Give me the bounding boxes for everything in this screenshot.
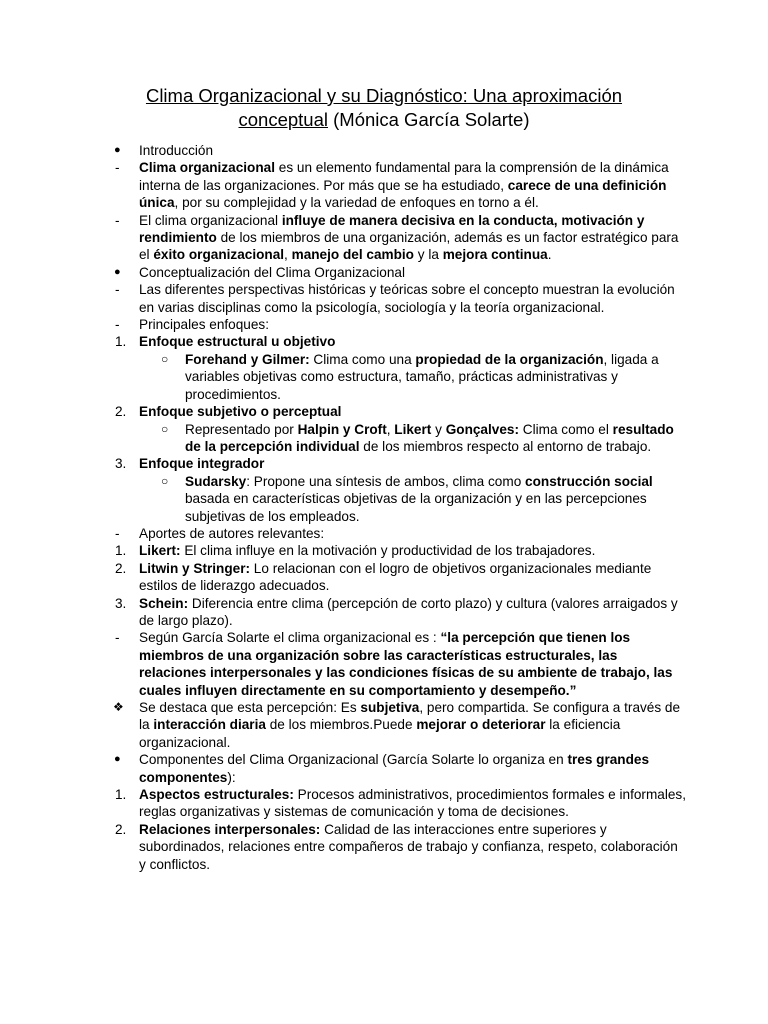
bold-text: Clima organizacional [139,160,275,176]
list-marker: ❖ [113,700,124,714]
list-marker: 3. [115,595,127,611]
list-item-enf1 [0,333,768,350]
text: Introducción [139,143,214,158]
list-item-comp1 [0,786,768,821]
text: , pero compartida. Se configura a través de la [139,700,681,733]
bold-text: subjetiva [360,700,420,715]
list-marker: - [115,282,120,298]
text: Se destaca que esta percepción: Es [139,700,361,715]
list-item-destaca [0,699,768,751]
text: Según García Solarte el clima organizacional es : [139,630,441,646]
bold-text: influye de manera decisiva en la conducta, motivación y rendimiento [139,212,645,246]
list-marker: 1. [115,787,127,803]
text: y la [414,247,443,263]
bold-text: éxito organizacional [153,247,285,263]
text: Principales enfoques: [139,317,269,333]
text: ): [227,769,236,785]
bold-text: mejorar o deteriorar [416,717,546,733]
bold-text: mejora continua [442,247,548,263]
text: El clima influye en la motivación y productividad de los trabajadores. [180,543,596,559]
text: Calidad de las interacciones entre superiores y subordinados, relaciones entre compañeros de trabajo y confianza, respeto, colaboración y conflictos. [139,821,678,872]
text: de los miembros de una organización, además es un factor estratégico para el [139,230,679,263]
bold-text: Gonçalves: [445,421,519,437]
list-marker: 2. [115,404,127,420]
bold-text: Litwin y Stringer: [139,560,251,576]
list-marker: ○ [161,473,169,488]
list-marker: - [115,160,120,176]
list-marker: ● [114,265,121,278]
text: de los miembros respecto al entorno de trabajo. [359,438,652,454]
bold-text: construcción social [525,473,653,489]
list-item-ap3 [0,595,768,630]
list-marker: 2. [115,560,127,576]
list-marker: 2. [115,821,127,837]
text: . [547,247,552,263]
text: Procesos administrativos, procedimientos formales e informales, reglas organizativas y sistemas de comunicación y toma de decisiones. [139,787,686,820]
list-marker: 1. [115,543,127,559]
text: Clima como una [309,351,416,367]
bold-text: manejo del cambio [291,247,414,263]
list-item-ap2 [0,560,768,595]
list-item-perspectivas [0,281,768,316]
bold-text: Forehand y Gilmer: [185,351,310,367]
bold-text: Enfoque subjetivo o perceptual [139,404,342,420]
list-marker: - [115,317,120,333]
text: basada en características objetivas de la organización y en las percepciones subjetivas de los empleados. [185,491,647,524]
list-marker: ○ [161,421,169,436]
list-marker: 1. [115,334,127,350]
text: Clima como el [518,421,613,437]
list-item-intro [0,142,768,159]
list-item-enf3 [0,455,768,472]
outline-list [0,142,768,873]
list-item-def [0,159,768,211]
bold-text: propiedad de la organización [415,351,604,367]
list-marker: 3. [115,456,127,472]
text: y [431,421,446,437]
bold-text: Schein: [139,595,189,611]
bold-text: Likert [394,421,432,437]
bold-text: Likert: [139,543,181,559]
list-marker: ● [114,144,121,156]
list-item-componentes [0,751,768,786]
text: , por su complejidad y la variedad de enfoques en torno a él. [174,195,539,211]
text: , [386,421,395,437]
bold-text: interacción diaria [153,717,266,733]
text: la eficiencia organizacional. [139,717,621,750]
title-author: (Mónica García Solarte) [327,109,530,130]
list-item-aportes [0,525,768,542]
list-marker: ○ [161,351,169,366]
bold-text: Halpin y Croft [297,421,387,437]
list-item-ap1 [0,542,768,559]
list-item-comp2 [0,821,768,873]
text: , ligada a variables objetivas como estructura, tamaño, prácticas administrativas y procedimientos. [185,351,659,402]
text: El clima organizacional [139,212,282,228]
list-item-segun [0,629,768,699]
list-item-enf3a [0,473,768,525]
list-item-influye [0,212,768,264]
list-item-principales [0,316,768,333]
list-marker: - [115,525,120,541]
list-item-enf2 [0,403,768,420]
list-marker: - [115,212,120,228]
text: es un elemento fundamental para la comprensión de la dinámica interna de las organizaciones. Por más que se ha estudiado, [139,160,669,193]
text: Representado por [185,421,298,437]
bold-text: Relaciones interpersonales: [139,821,321,837]
bold-text: Enfoque estructural u objetivo [139,334,336,350]
text: Aportes de autores relevantes: [139,525,325,541]
list-item-enf2a [0,421,768,456]
text: Lo relacionan con el logro de objetivos organizacionales mediante estilos de liderazgo adecuados. [139,560,652,594]
text: Las diferentes perspectivas históricas y teóricas sobre el concepto muestran la evolución en varias disciplinas como la psicología, sociología y la teoría organizacional. [139,282,675,315]
text: Diferencia entre clima (percepción de corto plazo) y cultura (valores arraigados y de largo plazo). [139,595,678,628]
bold-text: Sudarsky [185,473,247,489]
list-marker: - [115,630,120,646]
text: , [284,247,292,263]
bold-text: resultado de la percepción individual [185,421,674,454]
title-main: Clima Organizacional y su Diagnóstico: Una aproximación conceptual [145,85,623,130]
list-marker: ● [114,753,121,766]
text: : Propone una síntesis de ambos, clima como [246,473,526,489]
list-item-enf1a [0,351,768,403]
bold-text: “la percepción que tienen los miembros de una organización sobre las características estructurales, las relaciones interpersonales y las condiciones físicas de su ambiente de trabajo, las cuales influyen directamente en su comportamiento y desempeño.” [139,630,673,698]
text: de los miembros.Puede [265,717,417,733]
text: Conceptualización del Clima Organizacional [139,264,405,280]
bold-text: carece de una definición única [139,177,667,211]
bold-text: Aspectos estructurales: [139,787,294,803]
bold-text: Enfoque integrador [139,456,265,472]
text: Componentes del Clima Organizacional (García Solarte lo organiza en [139,752,568,768]
document-title [100,84,668,132]
list-item-concept [0,264,768,281]
bold-text: tres grandes componentes [139,752,650,785]
